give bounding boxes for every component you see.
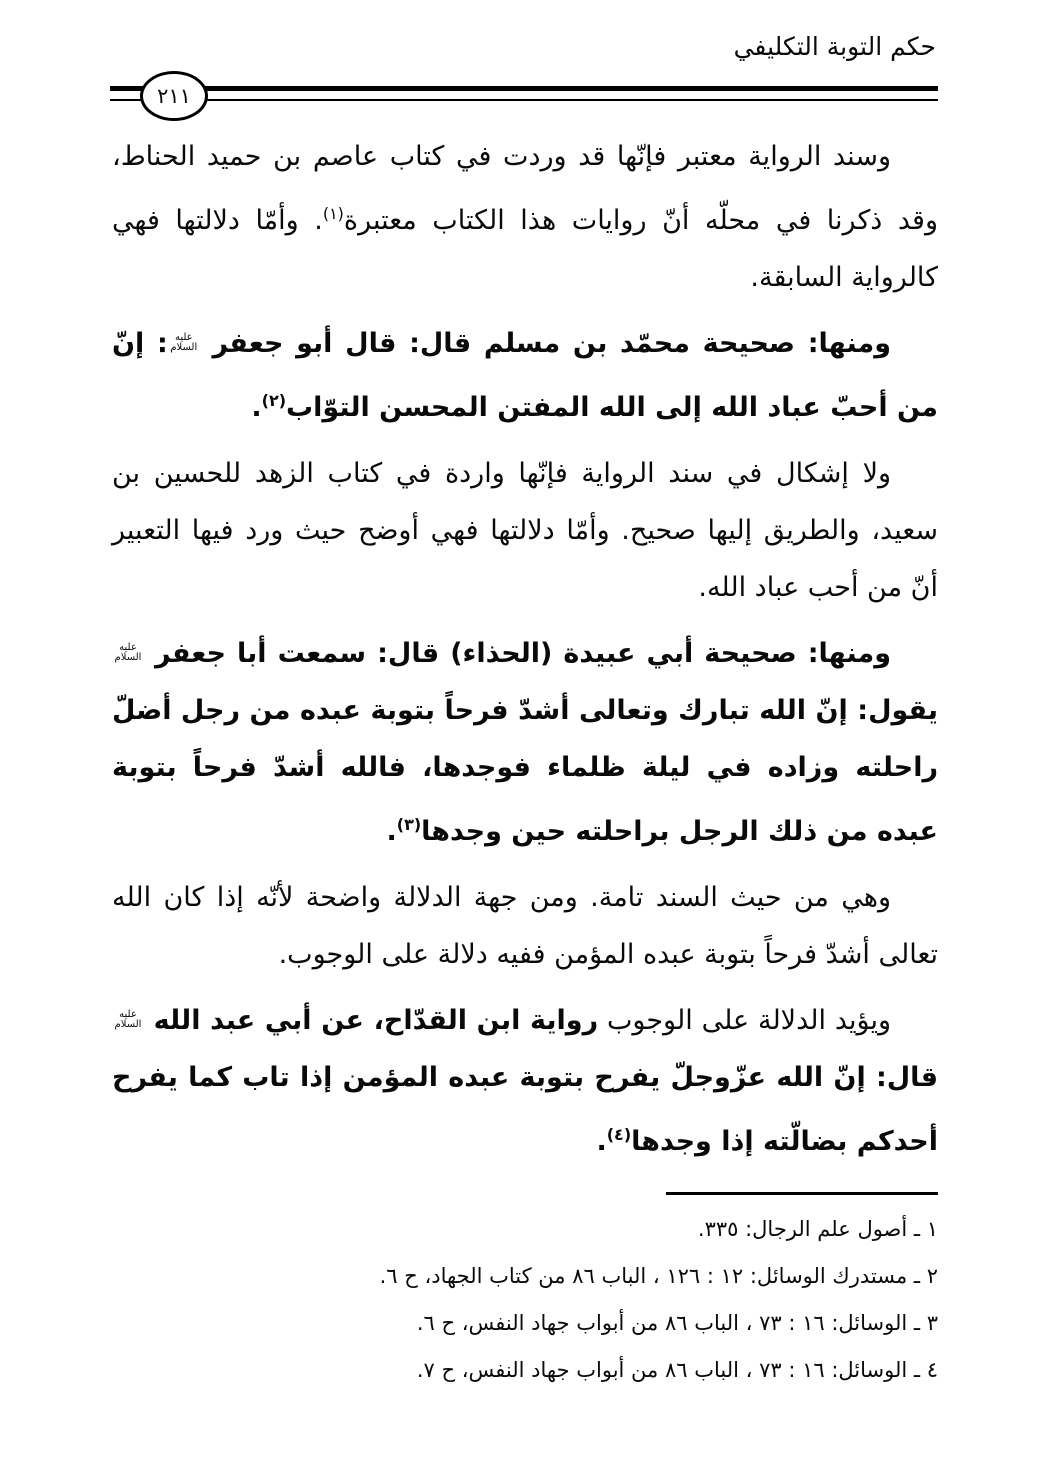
text-segment: . <box>251 392 262 423</box>
text-segment: ولا إشكال في سند الرواية فإنّها واردة في كتاب الزهد للحسين بن سعيد، والطريق إليها صحيح. وأمّا دلالتها فهي أوضح حيث ورد فيها التعبير أنّ من أحب عباد الله. <box>112 458 938 603</box>
header-rule <box>110 86 938 110</box>
footnote-marker: (٣) <box>396 815 422 834</box>
paragraph-riwayat-ibn-qaddah <box>112 992 938 1170</box>
footnote-item: ٤ ـ الوسائل: ١٦ : ٧٣ ، الباب ٨٦ من أبواب جهاد النفس، ح ٧. <box>416 1358 938 1382</box>
body-text <box>112 128 938 1179</box>
honorific-symbol: عليه السلام <box>170 331 198 353</box>
text-segment: قال: إنّ الله عزّوجلّ يفرح بتوبة عبده المؤمن إذا تاب كما يفرح أحدكم بضالّته إذا وجدها <box>112 1062 938 1157</box>
paragraph-sahiha-muhammad-ibn-muslim <box>112 315 938 436</box>
footnote-item: ١ ـ أصول علم الرجال: ٣٣٥. <box>697 1217 938 1241</box>
footnote-marker: (٤) <box>606 1125 632 1144</box>
text-segment: رواية ابن القدّاح، عن أبي عبد الله <box>144 1005 599 1036</box>
text-segment: وهي من حيث السند تامة. ومن جهة الدلالة واضحة لأنّه إذا كان الله تعالى أشدّ فرحاً بتوبة عبده المؤمن ففيه دلالة على الوجوب. <box>112 882 938 970</box>
honorific-symbol: عليه السلام <box>114 641 142 663</box>
text-segment: . <box>596 1126 607 1157</box>
paragraph-sahiha-abi-ubaida <box>112 625 938 860</box>
footnote-item: ٢ ـ مستدرك الوسائل: ١٢ : ١٢٦ ، الباب ٨٦ من كتاب الجهاد، ح ٦. <box>379 1264 938 1288</box>
header-rule-thin <box>110 99 938 101</box>
page-number: ٢١١ <box>157 84 191 108</box>
paragraph-sanad-tamma <box>112 869 938 983</box>
header-rule-thick <box>110 86 938 91</box>
footnote-separator <box>666 1192 938 1195</box>
footnote-marker: (١) <box>322 204 344 223</box>
text-segment: . وأمّا دلالتها فهي كالرواية السابقة. <box>112 205 938 293</box>
text-segment: ويؤيد الدلالة على الوجوب <box>598 1005 892 1036</box>
honorific-symbol: عليه السلام <box>114 1008 142 1030</box>
text-segment: : إنّ من أحبّ عباد الله إلى الله المفتن المحسن التوّاب <box>112 328 938 423</box>
text-segment: وسند الرواية معتبر فإنّها قد وردت في كتاب عاصم بن حميد الحناط، وقد ذكرنا في محلّه أنّ روايات هذا الكتاب معتبرة <box>112 141 938 236</box>
running-title: حكم التوبة التكليفي <box>733 32 936 61</box>
text-segment: ومنها: صحيحة محمّد بن مسلم قال: قال أبو جعفر <box>199 328 891 359</box>
footnotes <box>112 1206 938 1394</box>
footnote-marker: (٢) <box>261 391 287 410</box>
paragraph-la-ishkal <box>112 445 938 616</box>
paragraph-sanad-riwaya <box>112 128 938 306</box>
footnote-item: ٣ ـ الوسائل: ١٦ : ٧٣ ، الباب ٨٦ من أبواب جهاد النفس، ح ٦. <box>416 1311 938 1335</box>
text-segment: . <box>386 816 397 847</box>
text-segment: ومنها: صحيحة أبي عبيدة (الحذاء) قال: سمعت أبا جعفر <box>144 638 891 669</box>
text-segment: يقول: إنّ الله تبارك وتعالى أشدّ فرحاً بتوبة عبده من رجل أضلّ راحلته وزاده في ليلة ظلماء فوجدها، فالله أشدّ فرحاً بتوبة عبده من ذلك الرجل براحلته حين وجدها <box>112 695 938 847</box>
page-number-badge <box>140 71 208 121</box>
